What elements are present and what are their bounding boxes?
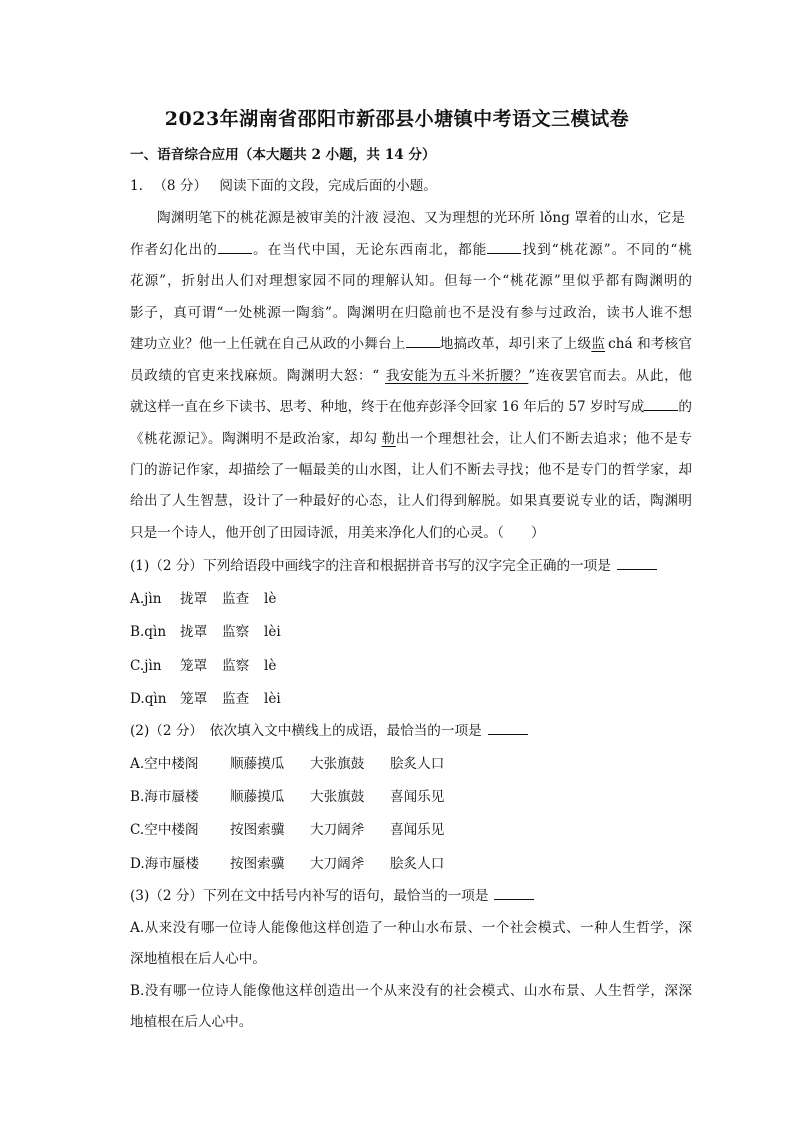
sub3-option-a-line-1: A.从来没有哪一位诗人能像他这样创造了一种山水布景、一个社会模式、一种人生哲学，深: [130, 920, 692, 936]
question-score: （8 分）: [153, 178, 208, 194]
answer-blank: [494, 886, 534, 900]
sub2-option-b: B.海市蜃楼 顺藤摸瓜 大张旗鼓 喜闻乐见: [130, 789, 445, 805]
passage-line-4: 影子，真可谓“一处桃源一陶翁”。陶渊明在归隐前也不是没有参与过政治，读书人谁不想: [130, 305, 692, 321]
sub2-option-c: C.空中楼阁 按图索骥 大刀阔斧 喜闻乐见: [130, 822, 445, 838]
passage-line-7: 就这样一直在乡下读书、思考、种地，终于在他弃彭泽令回家 16 年后的 57 岁时写成 的: [130, 399, 692, 415]
sub2-option-d: D.海市蜃楼 按图索骥 大刀阔斧 脍炙人口: [130, 856, 445, 872]
sub-question-2-stem: (2)（2 分） 依次填入文中横线上的成语，最恰当的一项是: [130, 721, 528, 741]
question-number: 1.: [130, 178, 143, 194]
sub-question-3-stem: (3)（2 分）下列在文中括号内补写的语句，最恰当的一项是: [130, 886, 534, 906]
passage-line-6: 员政绩的官吏来找麻烦。陶渊明大怒：“ 我安能为五斗米折腰？”连夜罢官而去。从此，他: [130, 368, 692, 384]
passage-line-1: 陶渊明笔下的桃花源是被审美的汁液 浸泡、又为理想的光环所 lǒng 罩着的山水，它是: [157, 210, 686, 226]
question-prompt: 阅读下面的文段，完成后面的小题。: [219, 178, 437, 194]
sub3-option-a-line-2: 深地植根在后人心中。: [130, 951, 266, 967]
passage-line-11: 只是一个诗人，他开创了田园诗派，用美来净化人们的心灵。（ ）: [130, 525, 545, 541]
page-title: 2023年湖南省邵阳市新邵县小塘镇中考语文三模试卷: [164, 108, 630, 130]
section-heading: 一、语音综合应用（本大题共 2 小题，共 14 分）: [130, 147, 436, 163]
question-1-header: [130, 176, 437, 196]
passage-line-9: 门的游记作家，却描绘了一幅最美的山水图，让人们不断去寻找；他不是专门的哲学家，却: [130, 462, 692, 478]
sub1-option-c: C.jìn 笼罩 监察 lè: [130, 658, 277, 674]
sub1-option-a: A.jìn 拢罩 监查 lè: [130, 591, 277, 607]
passage-line-8: 《桃花源记》。陶渊明不是政治家，却勾 勒出一个理想社会，让人们不断去追求；他不是专: [130, 431, 693, 447]
passage-line-3: 花源”，折射出人们对理想家园不同的理解认知。但每一个“桃花源”里似乎都有陶渊明的: [130, 273, 692, 289]
blank-2: [487, 240, 521, 254]
sub1-option-b: B.qìn 拢罩 监察 lèi: [130, 624, 281, 640]
passage-line-5: 建功立业？他一上任就在自己从政的小舞台上 地搞改革，却引来了上级监 chá 和考核官: [130, 336, 693, 352]
blank-4: [644, 397, 678, 411]
sub1-option-d: D.qìn 笼罩 监查 lèi: [130, 691, 281, 707]
passage-line-10: 给出了人生智慧，设计了一种最好的心态，让人们得到解脱。如果真要说专业的话，陶渊明: [130, 493, 692, 509]
sub2-option-a: A.空中楼阁 顺藤摸瓜 大张旗鼓 脍炙人口: [130, 756, 445, 772]
blank-1: [218, 240, 252, 254]
passage-line-2: 作者幻化出的 。在当代中国，无论东西南北，都能 找到“桃花源”。不同的“桃: [130, 242, 692, 258]
sub-question-1-stem: (1)（2 分）下列给语段中画线字的注音和根据拼音书写的汉字完全正确的一项是: [130, 556, 657, 576]
blank-3: [406, 334, 440, 348]
sub3-option-b-line-1: B.没有哪一位诗人能像他这样创造出一个从来没有的社会模式、山水布景、人生哲学，深深: [130, 983, 692, 999]
answer-blank: [488, 721, 528, 735]
answer-blank: [617, 556, 657, 570]
sub3-option-b-line-2: 地植根在后人心中。: [130, 1014, 253, 1030]
